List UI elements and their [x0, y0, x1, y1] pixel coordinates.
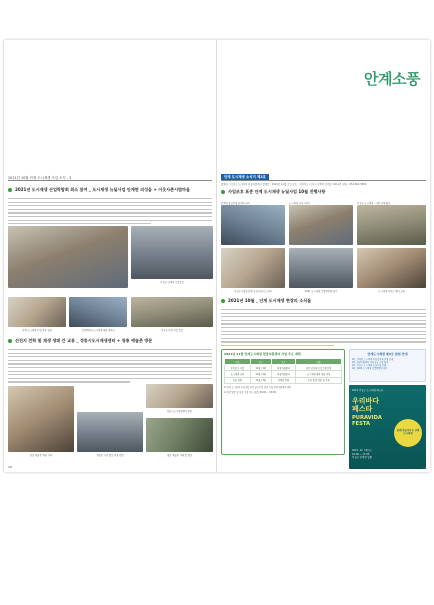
bullet-icon [221, 190, 225, 194]
left-page-number: 28 [8, 465, 12, 469]
table-header: 내용 [296, 359, 342, 365]
left-header-text: 2021년 10월 안계 도시재생 사업 소식 - 3 [8, 175, 72, 180]
poster-english-title: PURAVIDA FESTA [352, 415, 382, 427]
table-row: 마을 탐방 11월 / 3회 안계면 일원 주민 현장 탐방 및 기록 [225, 377, 342, 383]
right-page [217, 40, 430, 472]
news-item[interactable]: 02_ 현장지원센터 주민공모 사업 참여 [352, 361, 389, 365]
festa-poster [349, 385, 426, 469]
table-header: 장소 [271, 359, 296, 365]
bullet-icon [8, 188, 12, 192]
photo-right-top: 의성군 안계면 사업홍보 [131, 226, 213, 284]
bullet-icon [8, 339, 12, 343]
poster-date: 2021. 11. 13(토) 10:00 ~ 17:00 의성군 안계면 일원 [352, 449, 372, 459]
table-row: 주민공모 사업 11월 / 1회 현장지원센터 주민 공동체 프로그램 운영 [225, 365, 342, 371]
photo-cafe: 청룡 예술촌 카페 앞 방문 [146, 418, 213, 457]
photo-market: 정릉동 시장 활동 현장 탐방 [77, 412, 143, 457]
left-page [4, 40, 217, 472]
left-section1-body [8, 198, 212, 227]
right-header-bar [221, 174, 426, 181]
photo-small-2: 산업박람회 도시재생 체험 세미나 [69, 297, 127, 332]
bullet-icon [221, 299, 225, 303]
issue-tag: 안계 도시재생 소식지 제2호 [221, 174, 269, 180]
plan-note-1: ※ 안계 도시재생 뉴딜사업 주민 공모사업 참여 신청 현장지원센터 방문 [224, 385, 292, 389]
table-row: 도시재생 교육 11월 / 2회 현장지원센터 도시재생 대학 심화 과정 [225, 371, 342, 377]
photo-center: 정릉시도시재생센터 방문 [146, 384, 213, 413]
right-page-number: 27 [422, 465, 426, 469]
left-header-bar [8, 174, 212, 181]
photo-small-1: 안계 도시재생 사업 현장 설명 [8, 297, 66, 332]
right-sidebar [349, 349, 426, 469]
photo-small-3: 의성군 안계 사업 홍보 [131, 297, 213, 332]
news-item[interactable]: 01_ 안계면 도시재생 주민협의체 운영 안내 [352, 358, 394, 361]
table-header: 구분 [225, 359, 251, 365]
photo-grid-5: 2021 도시재생 산업박람회 참가 [289, 248, 353, 293]
left-section2-body [8, 349, 212, 385]
photo-grid-6: 도시재생 가이드 예비 교육 [357, 248, 426, 293]
right-section1-title: 사업조호 표준 안계 도시재생 뉴딜사업 10월 진행사항 [221, 188, 426, 196]
magazine-logo: 안계소풍 [364, 70, 420, 88]
photo-alley: 청룡 예술촌 벽화 거리 [8, 386, 74, 457]
photo-grid-3: 의성군 도시재생 - 사업 단체 활동 [357, 200, 426, 245]
right-section2-title: 2021년 10월 _ 안계 도시재생 현장의 소식들 [221, 297, 426, 305]
news-box [349, 349, 426, 382]
photo-grid-1: 안계면 통합운영 관계자 회의 [221, 200, 285, 245]
news-item[interactable]: 04_ 2021 도시재생 산업박람회 참가 [352, 367, 388, 371]
issue-info: 발행처 : 의성군 도시재생 현장지원센터 발행일 : 2021년 11월 호일 주소 : 경상북도 의성군 안계면 안계길 146-2층 전화 : 054-862-5889 [221, 183, 367, 186]
photo-main-left [8, 226, 128, 288]
left-section2-title: 선진지 견학 및 재생 생태 간 교류 _ 정릉시도시재생센터 + 청룡 예술촌 방문 [8, 337, 212, 345]
poster-circle-text: 함께 만들어가는 안계 도시재생 [396, 429, 420, 435]
photo-grid-4: 의성도시재생 관계 공공서포터스 회의 [221, 248, 285, 293]
plan-note-2: ※ 현장 방문 및 상담 신청 가능 (평일 09:00 ~ 18:00) [224, 390, 277, 394]
plan-box-title: 2021년 11월 안계도시재생 현장지원센터 사업 주요 계획 [224, 352, 301, 356]
poster-top-text: 2021 의성군 도시재생 페스타 [352, 389, 384, 392]
poster-korean-title: 우리바다 페스타 [352, 397, 380, 413]
left-section1-title: 2021년 도시재생 산업박람회 최소 참여 _ 도시재생 뉴딜사업 안계면 의성읍 + 이웃사촌시범마을 [8, 186, 212, 194]
right-section2-body [221, 309, 426, 349]
photo-grid-2: 도시재생 교육 / 회의 [289, 200, 353, 245]
table-header: 일시 [250, 359, 271, 365]
news-title: 안계도시재생 제2호 관련 안내 [367, 352, 408, 356]
plan-table [224, 358, 342, 384]
magazine-spread [4, 40, 430, 472]
plan-box [221, 349, 345, 455]
news-item[interactable]: 03_ 의성군 도시재생 뉴딜사업 진행 [352, 364, 387, 368]
